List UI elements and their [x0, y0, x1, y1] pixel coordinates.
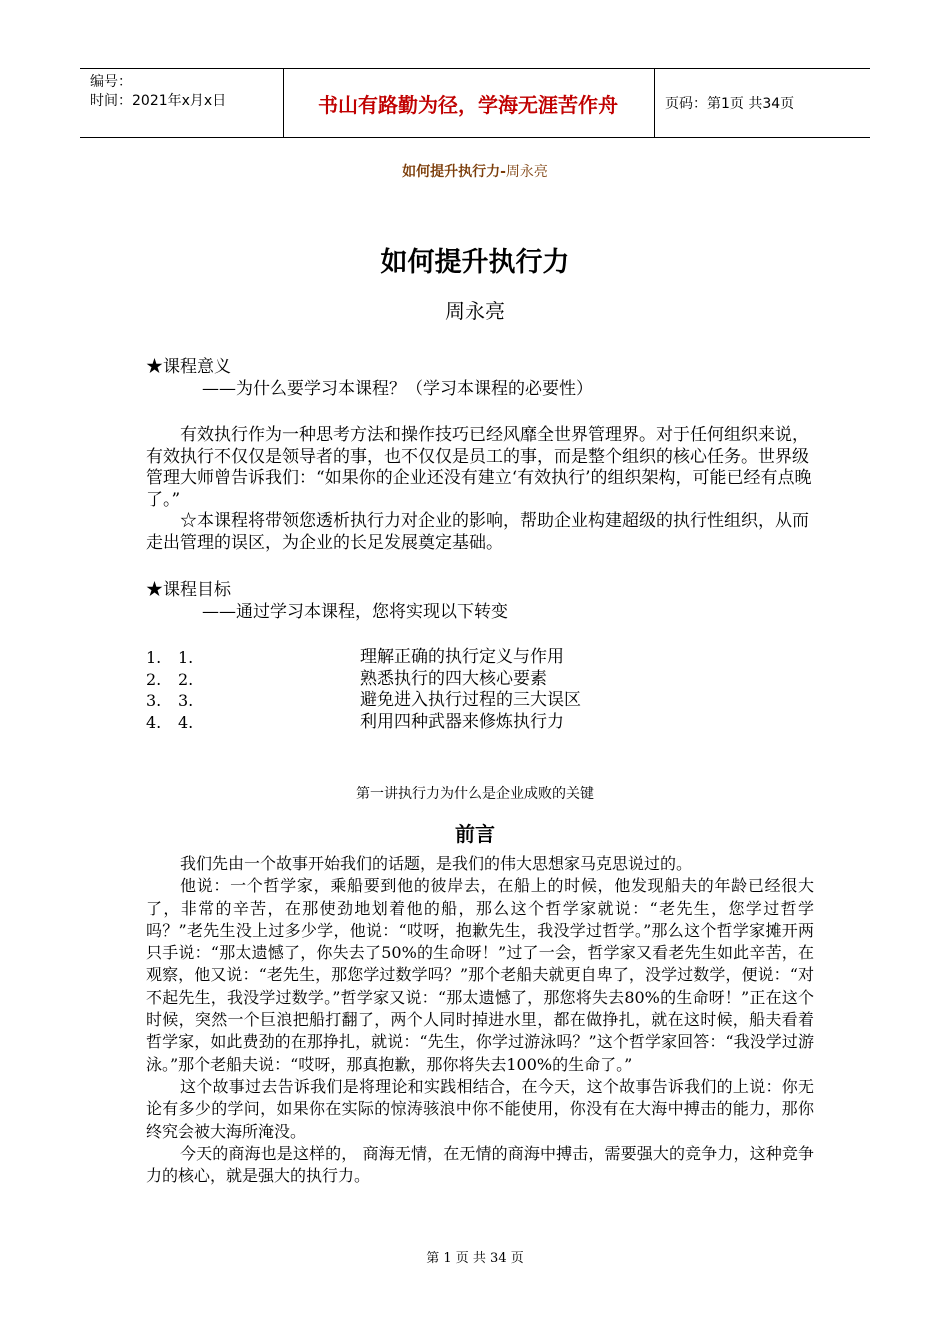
- list-text: 熟悉执行的四大核心要素: [360, 668, 547, 689]
- paragraph: 我们先由一个故事开始我们的话题，是我们的伟大思想家马克思说过的。: [180, 854, 693, 873]
- section-course-meaning: [146, 357, 816, 400]
- list-subnumber: 1.: [178, 648, 194, 667]
- preface-heading: 前言: [455, 822, 495, 846]
- section-heading: ★课程目标: [146, 580, 231, 600]
- section-subheading: ——通过学习本课程，您将实现以下转变: [202, 601, 508, 622]
- page-footer: 第 1 页 共 34 页: [426, 1251, 524, 1266]
- goals-list: [146, 647, 746, 733]
- paragraph: 这个故事过去告诉我们是将理论和实践相结合，在今天，这个故事告诉我们的上说：你无论有多少的学问，如果你在实际的惊涛骇浪中你不能使用，你没有在大海中搏击的能力，那你终究会被大海所淹没。: [146, 1076, 814, 1141]
- list-text: 理解正确的执行定义与作用: [360, 647, 564, 667]
- list-number: 2.: [146, 669, 162, 689]
- list-subnumber: 2.: [178, 669, 194, 689]
- list-item: [146, 690, 746, 712]
- list-text: 利用四种武器来修炼执行力: [360, 711, 564, 732]
- header-motto: 书山有路勤为径，学海无涯苦作舟: [318, 92, 618, 117]
- list-number: 4.: [146, 712, 162, 732]
- list-subnumber: 4.: [178, 712, 194, 732]
- list-number: 1.: [146, 648, 162, 667]
- preface-body: [146, 853, 814, 1187]
- section-course-goals: [146, 580, 816, 623]
- course-meaning-body: [146, 425, 816, 554]
- paragraph: 今天的商海也是这样的， 商海无情，在无情的商海中搏击，需要强大的竞争力，这种竞争力的核心，就是强大的执行力。: [146, 1143, 814, 1186]
- section-heading: ★课程意义: [146, 357, 231, 377]
- header-page-info: 页码：第1页 共34页: [665, 96, 795, 112]
- list-item: [146, 647, 746, 669]
- paragraph: 他说：一个哲学家，乘船要到他的彼岸去，在船上的时候，他发现船夫的年龄已经很大了，非常的辛苦，在那使劲地划着他的船，那么这个哲学家就说：“老先生，您学过哲学吗？”老先生没上过多少学，他说：“哎呀，抱歉先生，我没学过哲学。”那么这个哲学家摊开两只手说：“那太遗憾了，你失去了50%的生命呀！”过了一会，哲学家又看老先生如此辛苦，在观察，他又说：“老先生，那您学过数学吗？”那个老船夫就更自卑了，没学过数学，便说：“对不起先生，我没学过数学。”哲学家又说：“那太遗憾了，那您将失去80%的生命呀！”正在这个时候，突然一个巨浪把船打翻了，两个人同时掉进水里，都在做挣扎，就在这时候，船夫看着哲学家，如此费劲的在那挣扎，就说：“先生，你学过游泳吗？”这个哲学家回答：“我没学过游泳。”那个老船夫说：“哎呀，那真抱歉，那你将失去100%的生命了。”: [146, 876, 814, 1074]
- document-author: 周永亮: [445, 299, 505, 323]
- lecture-title: 第一讲执行力为什么是企业成败的关键: [356, 786, 594, 802]
- document-running-title: [0, 161, 950, 181]
- running-title-author: 周永亮: [505, 164, 548, 180]
- number-label: 编号：: [90, 74, 132, 90]
- list-text: 避免进入执行过程的三大误区: [360, 690, 581, 710]
- list-number: 3.: [146, 691, 162, 710]
- running-title-bold: 如何提升执行力-: [402, 164, 506, 180]
- header-meta: [90, 73, 226, 111]
- list-item: [146, 712, 746, 734]
- section-subheading: ——为什么要学习本课程？（学习本课程的必要性）: [202, 378, 593, 399]
- list-item: [146, 669, 746, 691]
- paragraph: 有效执行作为一种思考方法和操作技巧已经风靡全世界管理界。对于任何组织来说，有效执行不仅仅是领导者的事，也不仅仅是员工的事，而是整个组织的核心任务。世界级管理大师曾告诉我们：“如果你的企业还没有建立‘有效执行’的组织架构，可能已经有点晚了。”: [146, 425, 812, 510]
- document-title: 如何提升执行力: [380, 247, 570, 278]
- paragraph: ☆本课程将带领您透析执行力对企业的影响，帮助企业构建超级的执行性组织，从而走出管理的误区，为企业的长足发展奠定基础。: [146, 511, 809, 553]
- list-subnumber: 3.: [178, 691, 194, 710]
- header-divider-right: [654, 69, 655, 137]
- time-label: 时间：2021年x月x日: [90, 93, 227, 109]
- page-header: [80, 68, 870, 138]
